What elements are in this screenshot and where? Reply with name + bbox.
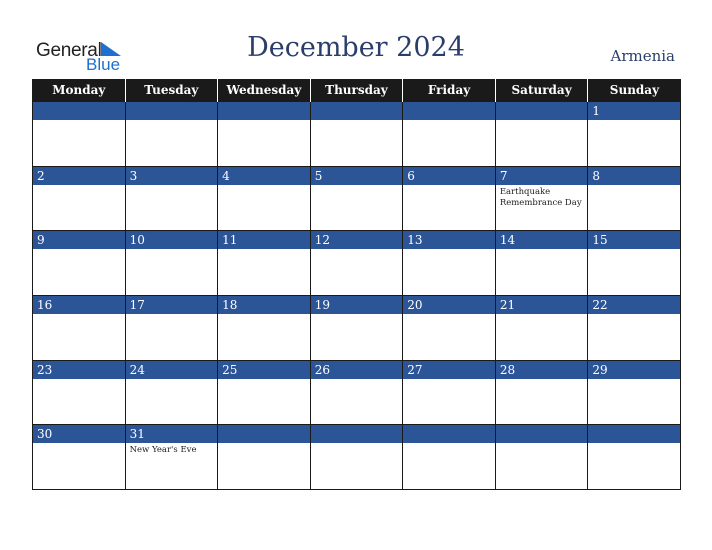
day-cell[interactable]: [310, 231, 403, 296]
logo-general-text: General: [36, 40, 102, 61]
day-cell[interactable]: [403, 166, 496, 231]
day-number: [311, 102, 403, 120]
day-cell[interactable]: [310, 295, 403, 360]
day-number: 31: [126, 425, 218, 443]
day-cell[interactable]: [33, 102, 126, 167]
day-cell[interactable]: [33, 166, 126, 231]
day-number: [218, 425, 310, 443]
weekday-header: Sunday: [588, 79, 681, 102]
day-cell[interactable]: [588, 295, 681, 360]
calendar-title: December 2024: [247, 32, 465, 63]
day-number: 9: [33, 231, 125, 249]
day-number: [403, 425, 495, 443]
day-number: [311, 425, 403, 443]
day-cell[interactable]: [495, 166, 588, 231]
day-cell[interactable]: [403, 295, 496, 360]
week-row: [33, 102, 681, 167]
day-cell[interactable]: [495, 295, 588, 360]
day-number: 19: [311, 296, 403, 314]
holiday-label: New Year's Eve: [129, 445, 197, 456]
weekday-header: Tuesday: [125, 79, 218, 102]
weekday-header: Friday: [403, 79, 496, 102]
day-number: 21: [496, 296, 588, 314]
day-cell[interactable]: [33, 295, 126, 360]
week-row: [33, 231, 681, 296]
holiday-label: Earthquake Remembrance Day: [499, 186, 582, 208]
week-row: [33, 360, 681, 425]
day-cell[interactable]: [218, 231, 311, 296]
country-label: Armenia: [610, 47, 675, 65]
day-cell[interactable]: [33, 231, 126, 296]
weekday-header: Thursday: [310, 79, 403, 102]
day-number: 12: [311, 231, 403, 249]
day-cell[interactable]: [218, 425, 311, 490]
day-number: 10: [126, 231, 218, 249]
weekday-header: Wednesday: [218, 79, 311, 102]
day-number: 14: [496, 231, 588, 249]
day-cell[interactable]: [125, 360, 218, 425]
day-cell[interactable]: [125, 231, 218, 296]
day-cell[interactable]: [218, 360, 311, 425]
day-number: 22: [588, 296, 680, 314]
day-cell[interactable]: [588, 102, 681, 167]
day-cell[interactable]: [495, 360, 588, 425]
day-cell[interactable]: [310, 166, 403, 231]
day-number: 20: [403, 296, 495, 314]
day-number: [126, 102, 218, 120]
day-cell[interactable]: [125, 102, 218, 167]
day-number: 25: [218, 361, 310, 379]
day-number: 30: [33, 425, 125, 443]
logo-blue-text: Blue: [86, 55, 121, 74]
day-cell[interactable]: [588, 231, 681, 296]
weekday-header: Monday: [33, 79, 126, 102]
day-number: 16: [33, 296, 125, 314]
day-cell[interactable]: [495, 231, 588, 296]
day-number: 6: [403, 167, 495, 185]
day-cell[interactable]: [403, 231, 496, 296]
week-row: [33, 425, 681, 490]
day-number: [496, 102, 588, 120]
calendar-grid: [32, 79, 681, 490]
day-cell[interactable]: [33, 425, 126, 490]
day-number: 7: [496, 167, 588, 185]
day-number: 29: [588, 361, 680, 379]
day-cell[interactable]: [33, 360, 126, 425]
day-cell[interactable]: [218, 295, 311, 360]
week-row: [33, 295, 681, 360]
day-cell[interactable]: [588, 166, 681, 231]
day-number: [496, 425, 588, 443]
day-number: [588, 425, 680, 443]
day-cell[interactable]: [495, 102, 588, 167]
day-number: 2: [33, 167, 125, 185]
day-number: 3: [126, 167, 218, 185]
day-number: [403, 102, 495, 120]
day-number: 17: [126, 296, 218, 314]
calendar-body: [33, 102, 681, 490]
day-cell[interactable]: [403, 360, 496, 425]
day-cell[interactable]: [588, 425, 681, 490]
day-cell[interactable]: [218, 102, 311, 167]
day-number: 5: [311, 167, 403, 185]
week-row: [33, 166, 681, 231]
day-number: 28: [496, 361, 588, 379]
day-cell[interactable]: [495, 425, 588, 490]
day-cell[interactable]: [310, 360, 403, 425]
day-number: 26: [311, 361, 403, 379]
day-number: 4: [218, 167, 310, 185]
day-number: 15: [588, 231, 680, 249]
day-number: 18: [218, 296, 310, 314]
day-cell[interactable]: [125, 166, 218, 231]
day-cell[interactable]: [125, 295, 218, 360]
day-number: 24: [126, 361, 218, 379]
day-cell[interactable]: [310, 425, 403, 490]
day-cell[interactable]: [218, 166, 311, 231]
weekday-header-row: [33, 79, 681, 102]
day-number: [33, 102, 125, 120]
day-cell[interactable]: [403, 102, 496, 167]
day-number: 23: [33, 361, 125, 379]
day-number: 13: [403, 231, 495, 249]
day-cell[interactable]: [310, 102, 403, 167]
weekday-header: Saturday: [495, 79, 588, 102]
day-number: 27: [403, 361, 495, 379]
day-number: 11: [218, 231, 310, 249]
day-cell[interactable]: [588, 360, 681, 425]
day-cell[interactable]: [403, 425, 496, 490]
day-number: [218, 102, 310, 120]
day-cell[interactable]: [125, 425, 218, 490]
day-number: 1: [588, 102, 680, 120]
day-number: 8: [588, 167, 680, 185]
